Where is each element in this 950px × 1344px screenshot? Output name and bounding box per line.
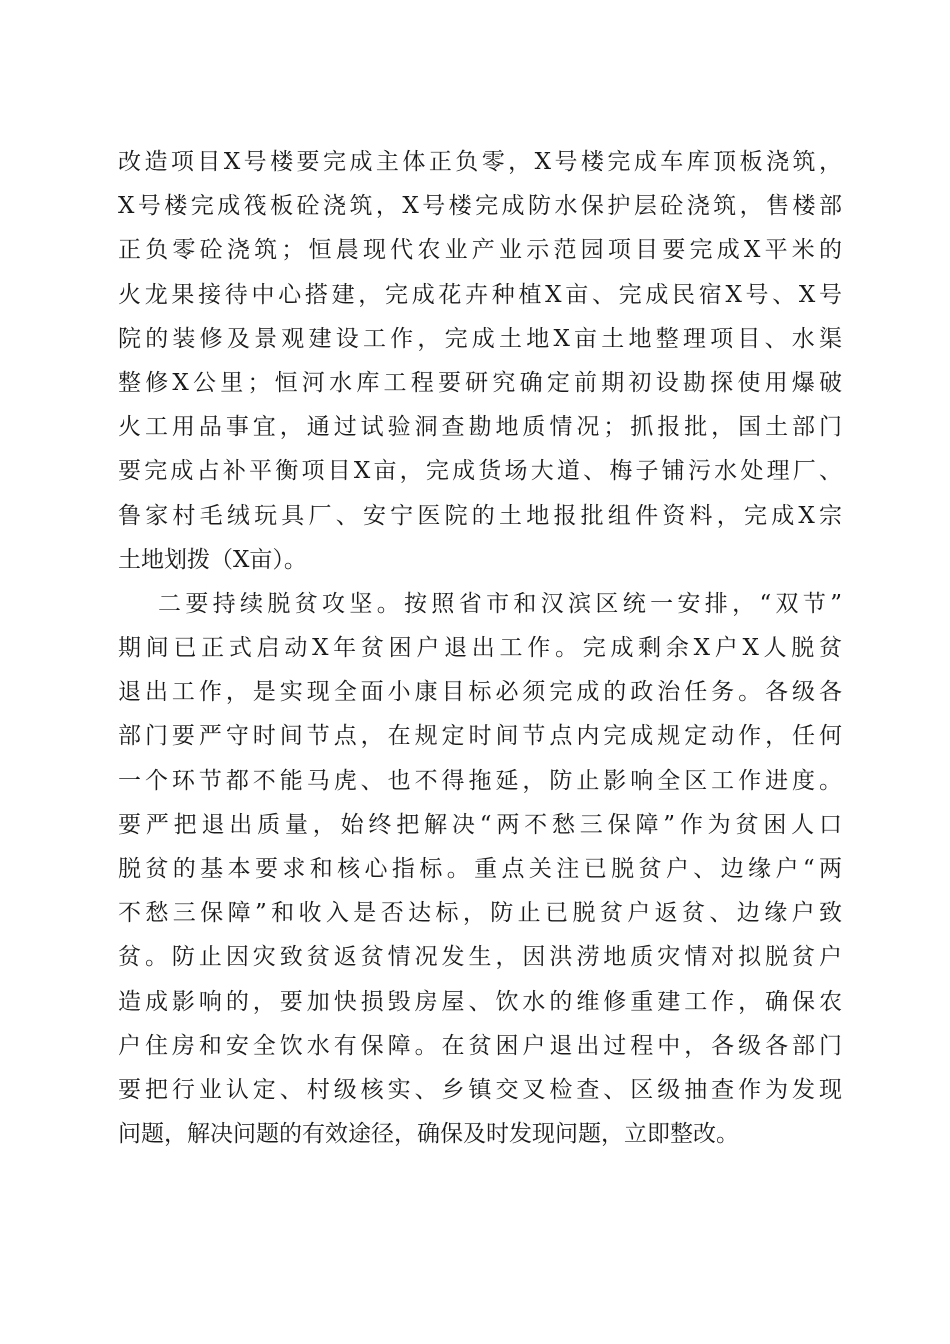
text-line: 火龙果接待中心搭建，完成花卉种植X亩、完成民宿X号、X号 — [118, 281, 842, 308]
text-line: 整修X公里；恒河水库工程要研究确定前期初设勘探使用爆破 — [118, 369, 842, 396]
text-line: 院的装修及景观建设工作，完成土地X亩土地整理项目、水渠 — [118, 325, 842, 352]
paragraph-project-construction — [118, 140, 842, 582]
text-line: 户住房和安全饮水有保障。在贫困户退出过程中，各级各部门 — [118, 1032, 842, 1059]
paragraph-poverty-alleviation — [118, 582, 842, 1156]
text-line: 要把行业认定、村级核实、乡镇交叉检查、区级抽查作为发现 — [118, 1076, 842, 1103]
text-line: 一个环节都不能马虎、也不得拖延，防止影响全区工作进度。 — [118, 767, 842, 794]
body-text — [118, 140, 842, 1156]
text-line: 退出工作，是实现全面小康目标必须完成的政治任务。各级各 — [118, 679, 842, 706]
text-line: 正负零砼浇筑；恒晨现代农业产业示范园项目要完成X平米的 — [118, 237, 842, 264]
text-line: 期间已正式启动X年贫困户退出工作。完成剩余X户X人脱贫 — [118, 635, 842, 662]
text-line: 问题，解决问题的有效途径，确保及时发现问题，立即整改。 — [118, 1121, 739, 1148]
text-line: 部门要严守时间节点，在规定时间节点内完成规定动作，任何 — [118, 723, 842, 750]
text-line: 鲁家村毛绒玩具厂、安宁医院的土地报批组件资料，完成X宗 — [118, 502, 842, 529]
text-line: 改造项目X号楼要完成主体正负零，X号楼完成车库顶板浇筑， — [118, 149, 842, 175]
text-line: 要完成占补平衡项目X亩，完成货场大道、梅子铺污水处理厂、 — [118, 458, 842, 485]
text-line: 火工用品事宜，通过试验洞查勘地质情况；抓报批，国土部门 — [118, 414, 842, 441]
text-line: X号楼完成筏板砼浇筑，X号楼完成防水保护层砼浇筑，售楼部 — [118, 193, 842, 220]
text-line: 要严把退出质量，始终把解决“两不愁三保障”作为贫困人口 — [118, 811, 842, 838]
text-line: 贫。防止因灾致贫返贫情况发生，因洪涝地质灾情对拟脱贫户 — [118, 944, 842, 971]
text-line: 不愁三保障”和收入是否达标，防止已脱贫户返贫、边缘户致 — [118, 900, 842, 927]
text-line: 脱贫的基本要求和核心指标。重点关注已脱贫户、边缘户“两 — [118, 856, 842, 882]
text-line: 二要持续脱贫攻坚。按照省市和汉滨区统一安排，“双节” — [158, 590, 842, 617]
text-line: 土地划拨（X亩）。 — [118, 546, 307, 573]
text-line: 造成影响的，要加快损毁房屋、饮水的维修重建工作，确保农 — [118, 988, 842, 1015]
